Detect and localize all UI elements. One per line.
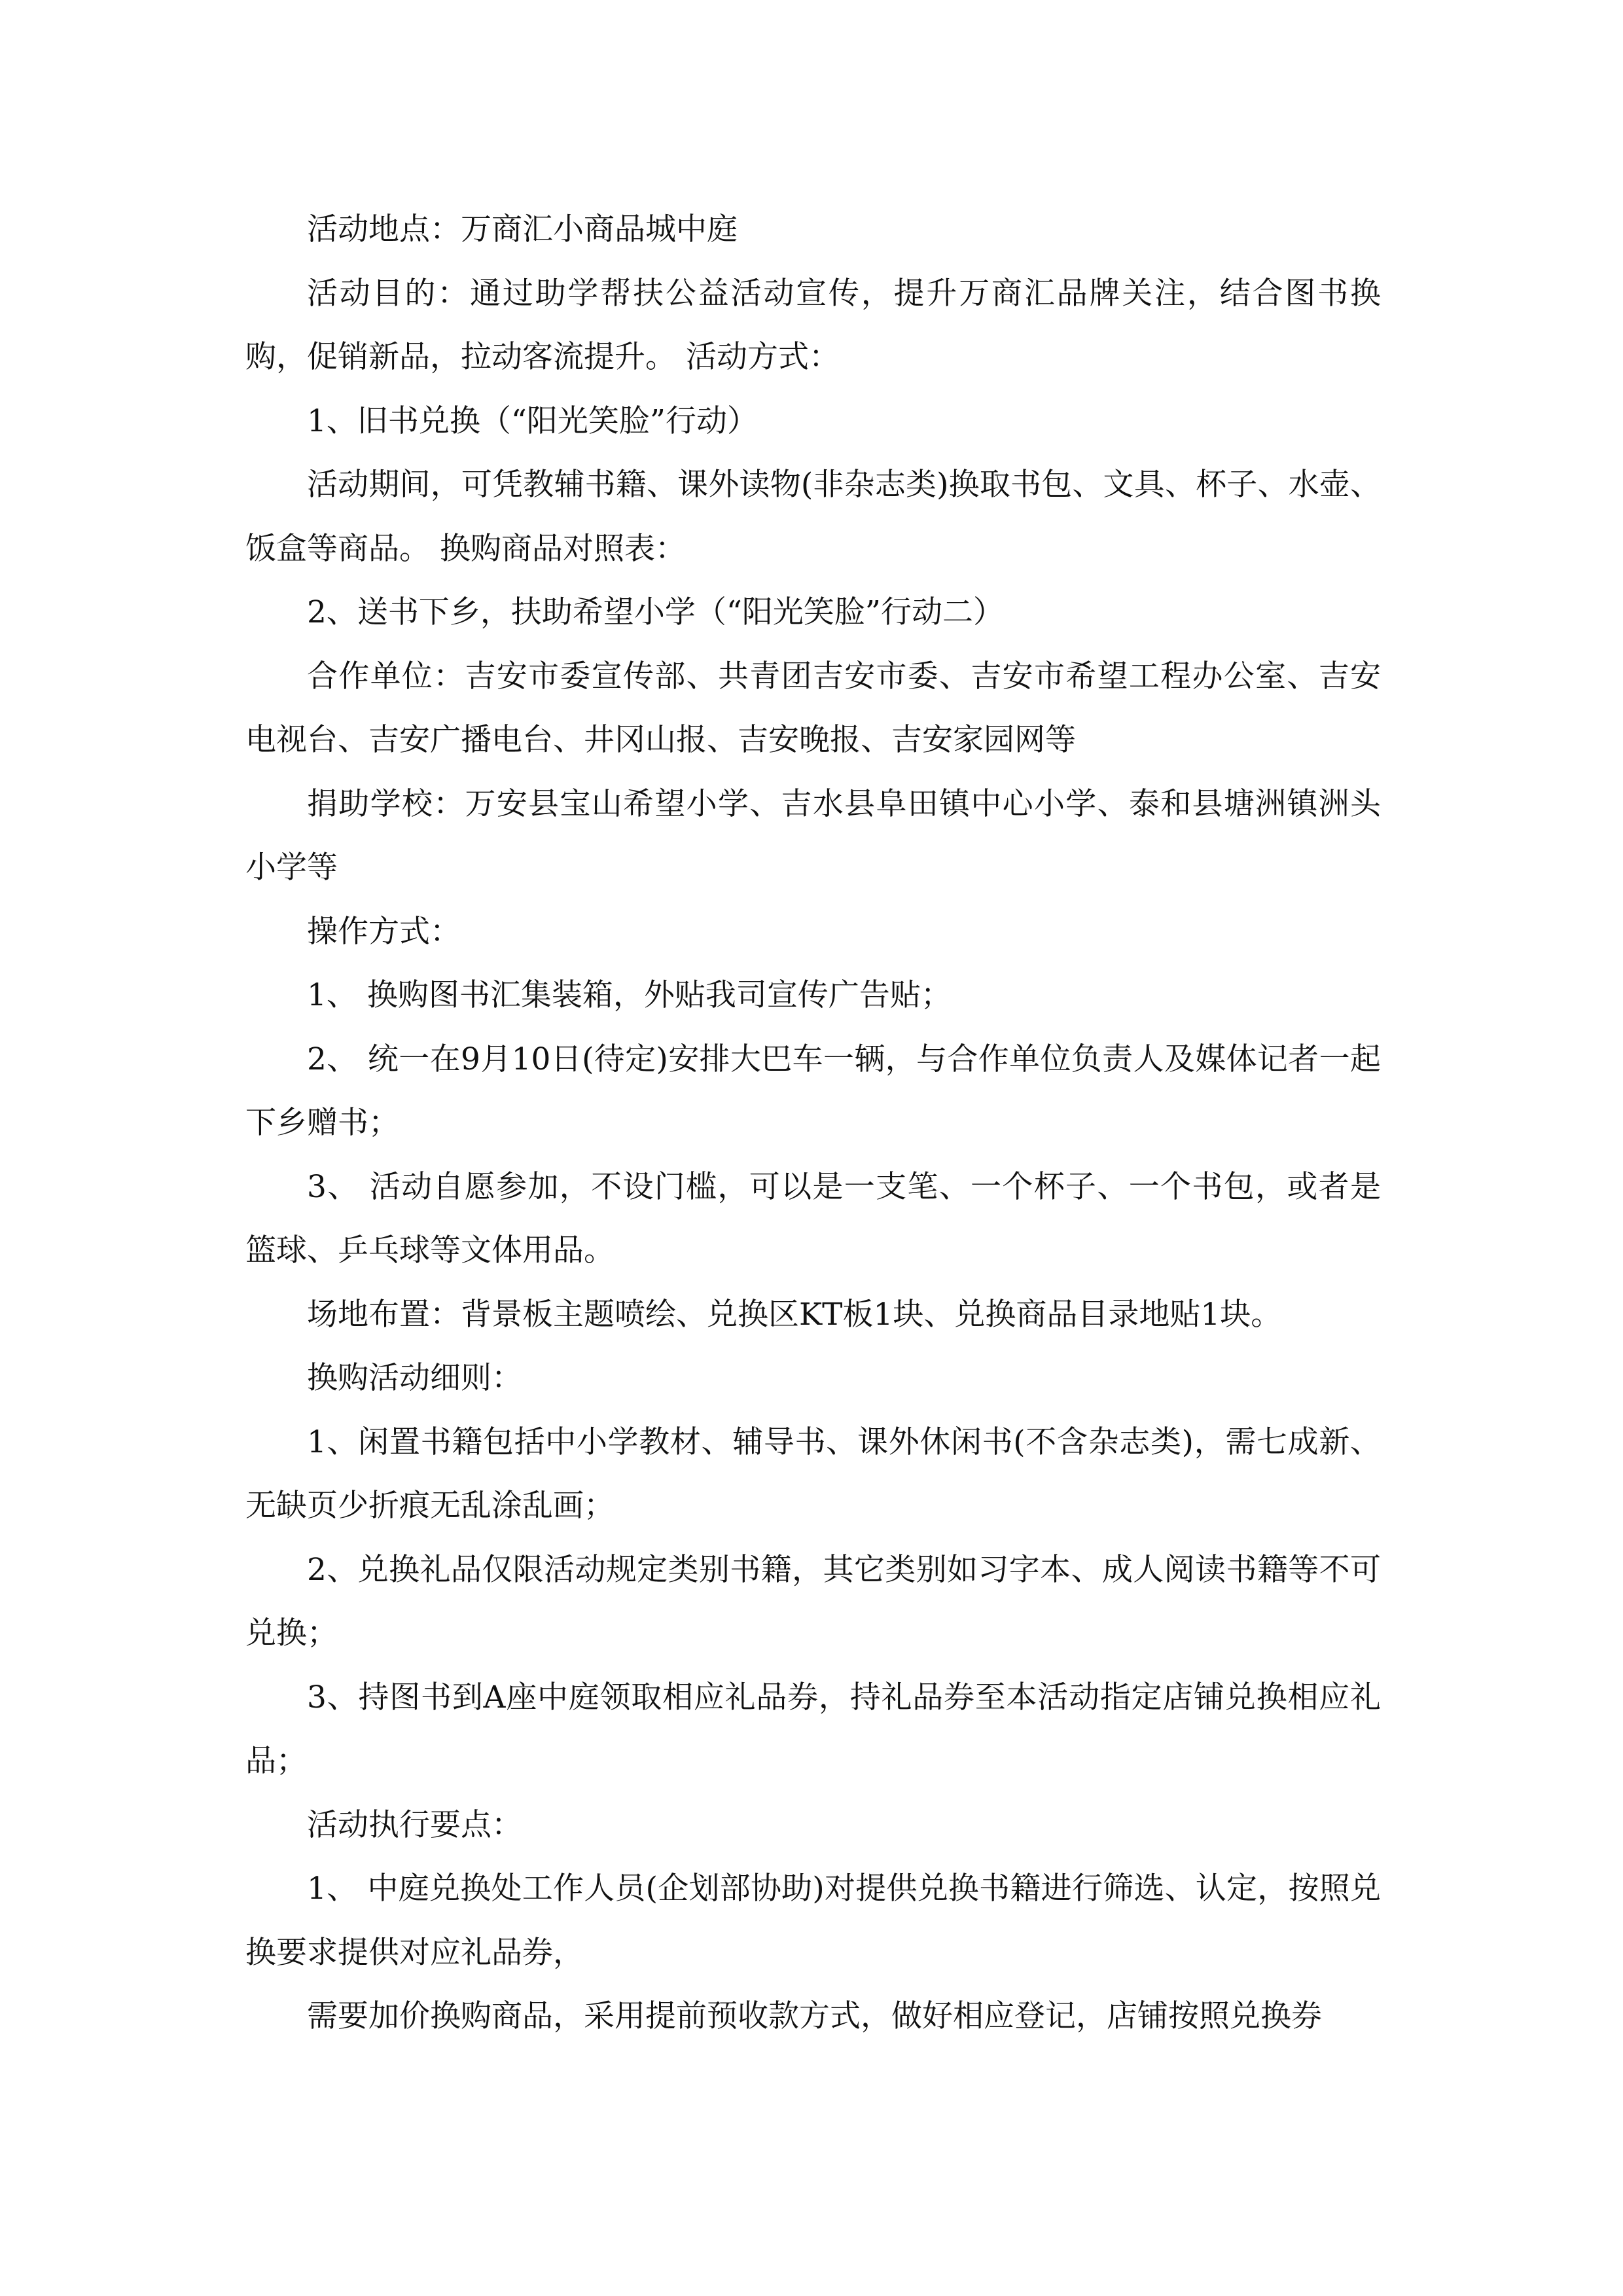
paragraph-operation-3: 3、 活动自愿参加，不设门槛，可以是一支笔、一个杯子、一个书包，或者是篮球、乒乓球等文体用品。 [245, 1168, 1381, 1268]
paragraph-operation-2: 2、 统一在9月10日(待定)安排大巴车一辆，与合作单位负责人及媒体记者一起下乡赠书； [245, 1041, 1381, 1141]
paragraph-schools: 捐助学校：万安县宝山希望小学、吉水县阜田镇中心小学、泰和县塘洲镇洲头小学等 [245, 785, 1381, 886]
paragraph-venue: 活动地点：万商汇小商品城中庭 [307, 211, 738, 247]
paragraph-send-books: 2、送书下乡，扶助希望小学（“阳光笑脸”行动二） [307, 594, 1004, 630]
paragraph-operation-1: 1、 换购图书汇集装箱，外贴我司宣传广告贴； [307, 977, 952, 1013]
paragraph-rules-heading: 换购活动细则： [307, 1360, 522, 1396]
paragraph-operation-heading: 操作方式： [307, 913, 461, 950]
paragraph-execution-1: 1、 中庭兑换处工作人员(企划部协助)对提供兑换书籍进行筛选、认定，按照兑换要求提供对应礼品券， [245, 1871, 1381, 1971]
paragraph-execution-heading: 活动执行要点： [307, 1806, 522, 1843]
paragraph-purpose: 活动目的：通过助学帮扶公益活动宣传，提升万商汇品牌关注，结合图书换购，促销新品，拉动客流提升。 活动方式： [245, 275, 1381, 375]
paragraph-execution-2: 需要加价换购商品，采用提前预收款方式，做好相应登记，店铺按照兑换券 [307, 1998, 1322, 2034]
paragraph-rule-3: 3、持图书到A座中庭领取相应礼品券，持礼品券至本活动指定店铺兑换相应礼品； [245, 1679, 1381, 1779]
paragraph-old-book-exchange: 1、旧书兑换（“阳光笑脸”行动） [307, 403, 758, 439]
paragraph-rule-1: 1、闲置书籍包括中小学教材、辅导书、课外休闲书(不含杂志类)，需七成新、无缺页少折痕无乱涂乱画； [245, 1424, 1381, 1524]
paragraph-partners: 合作单位：吉安市委宣传部、共青团吉安市委、吉安市希望工程办公室、吉安电视台、吉安广播电台、井冈山报、吉安晚报、吉安家园网等 [245, 658, 1381, 758]
paragraph-venue-setup: 场地布置：背景板主题喷绘、兑换区KT板1块、兑换商品目录地贴1块。 [307, 1296, 1282, 1333]
paragraph-activity-period: 活动期间，可凭教辅书籍、课外读物(非杂志类)换取书包、文具、杯子、水壶、饭盒等商品。 换购商品对照表： [245, 467, 1381, 567]
document-body [245, 198, 1381, 2049]
paragraph-rule-2: 2、兑换礼品仅限活动规定类别书籍，其它类别如习字本、成人阅读书籍等不可兑换； [245, 1551, 1381, 1651]
